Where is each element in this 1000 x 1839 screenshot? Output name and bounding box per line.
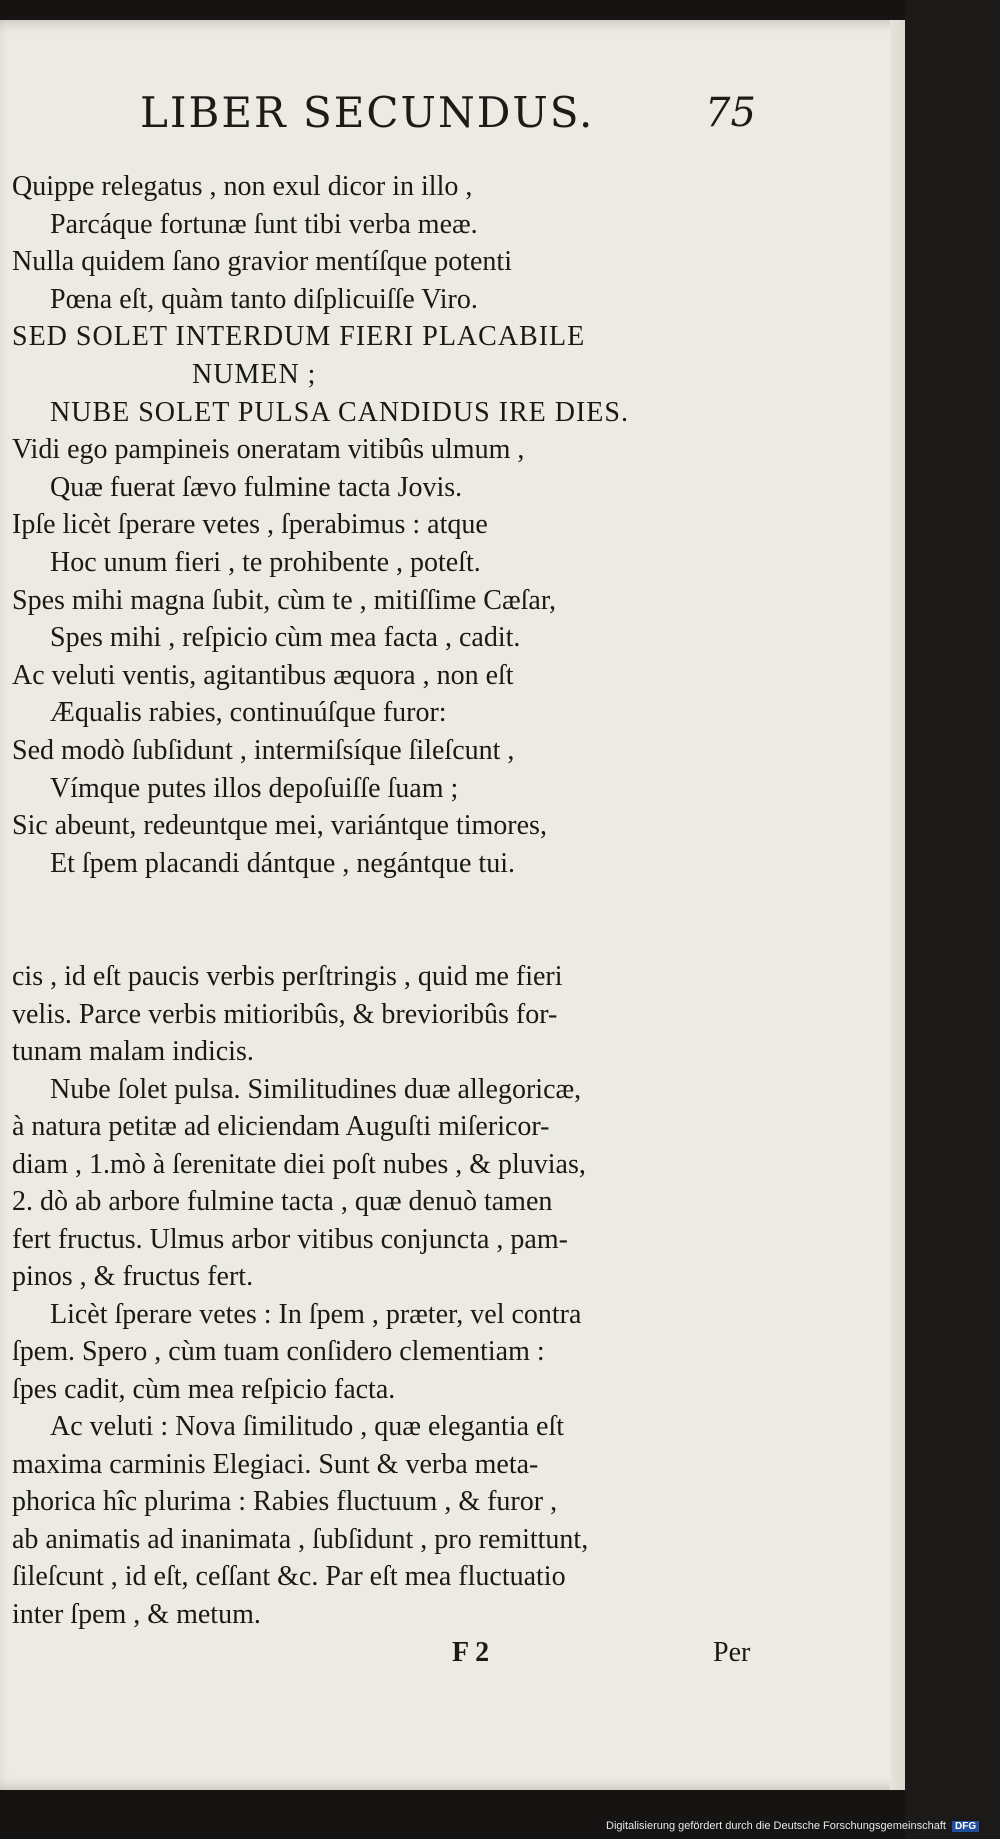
dfg-logo: DFG xyxy=(952,1821,979,1832)
running-title: LIBER SECUNDUS. xyxy=(140,88,595,137)
poem-line: Spes mihi magna ſubit, cùm te , mitiſſime Cæſar, xyxy=(12,584,557,616)
scan-border xyxy=(905,0,1000,1839)
commentary-line: ſpem. Spero , cùm tuam conſidero clementiam : xyxy=(12,1336,545,1367)
poem-line: Parcáque fortunæ ſunt tibi verba meæ. xyxy=(50,208,478,240)
page-footer xyxy=(0,1637,920,1677)
commentary-line: velis. Parce verbis mitioribûs, & brevioribûs for- xyxy=(12,998,558,1030)
poem-line: Nulla quidem ſano gravior mentíſque potenti xyxy=(12,246,512,278)
commentary-line: Licèt ſperare vetes : In ſpem , præter, vel contra xyxy=(50,1298,582,1330)
poem-line: Quæ fuerat ſævo fulmine tacta Jovis. xyxy=(50,471,463,503)
commentary-line: à natura petitæ ad eliciendam Auguſti miſericor- xyxy=(12,1111,550,1142)
page-header xyxy=(140,88,760,148)
commentary-line: 2. dò ab arbore fulmine tacta , quæ denuò tamen xyxy=(12,1186,553,1217)
poem-line: Ac veluti ventis, agitantibus æquora , non eſt xyxy=(12,659,514,691)
commentary-line: inter ſpem , & metum. xyxy=(12,1598,261,1630)
poem-line: Quippe relegatus , non exul dicor in illo , xyxy=(12,171,473,202)
page-number: 75 xyxy=(705,90,756,136)
poem-line: SED SOLET INTERDUM FIERI PLACABILE xyxy=(12,321,586,353)
poem-line: NUBE SOLET PULSA CANDIDUS IRE DIES. xyxy=(50,396,629,428)
commentary-line: ſpes cadit, cùm mea reſpicio facta. xyxy=(12,1373,396,1405)
poem-line: Vímque putes illos depoſuiſſe ſuam ; xyxy=(50,772,459,804)
poem-line: NUMEN ; xyxy=(192,358,317,390)
commentary-line: pinos , & fructus fert. xyxy=(12,1261,254,1292)
commentary-line: Nube ſolet pulsa. Similitudines duæ allegoricæ, xyxy=(50,1073,582,1105)
poem-block xyxy=(12,168,772,882)
commentary-line: maxima carminis Elegiaci. Sunt & verba meta- xyxy=(12,1448,539,1480)
digitization-note: Digitalisierung gefördert durch die Deutsche Forschungsgemeinschaft xyxy=(606,1820,946,1832)
commentary-line: diam , 1.mò à ſerenitate diei poſt nubes , & pluvias, xyxy=(12,1148,586,1180)
signature-mark: F 2 xyxy=(452,1637,490,1668)
commentary-line: cis , id eſt paucis verbis perſtringis , quid me fieri xyxy=(12,961,563,992)
commentary-block xyxy=(12,958,752,1633)
poem-line: Hoc unum fieri , te prohibente , poteſt. xyxy=(50,546,481,578)
commentary-line: fert fructus. Ulmus arbor vitibus conjuncta , pam- xyxy=(12,1223,568,1255)
digitization-credit xyxy=(606,1820,979,1836)
commentary-line: tunam malam indicis. xyxy=(12,1036,254,1067)
poem-line: Pœna eſt, quàm tanto diſplicuiſſe Viro. xyxy=(50,283,478,315)
poem-line: Spes mihi , reſpicio cùm mea facta , cadit. xyxy=(50,622,521,654)
commentary-line: ab animatis ad inanimata , ſubſidunt , pro remittunt, xyxy=(12,1523,589,1555)
poem-line: Vidi ego pampineis oneratam vitibûs ulmum , xyxy=(12,434,525,466)
poem-line: Æqualis rabies, continuúſque furor: xyxy=(50,697,447,729)
poem-line: Sed modò ſubſidunt , intermiſsíque ſileſcunt , xyxy=(12,734,515,766)
poem-line: Ipſe licèt ſperare vetes , ſperabimus : atque xyxy=(12,509,488,541)
poem-line: Sic abeunt, redeuntque mei, variántque timores, xyxy=(12,810,547,842)
commentary-line: ſileſcunt , id eſt, ceſſant &c. Par eſt mea fluctuatio xyxy=(12,1561,566,1592)
poem-line: Et ſpem placandi dántque , negántque tui. xyxy=(50,847,515,879)
catchword: Per xyxy=(713,1637,751,1668)
commentary-line: Ac veluti : Nova ſimilitudo , quæ elegantia eſt xyxy=(50,1411,565,1442)
commentary-line: phorica hîc plurima : Rabies fluctuum , & furor , xyxy=(12,1486,558,1517)
